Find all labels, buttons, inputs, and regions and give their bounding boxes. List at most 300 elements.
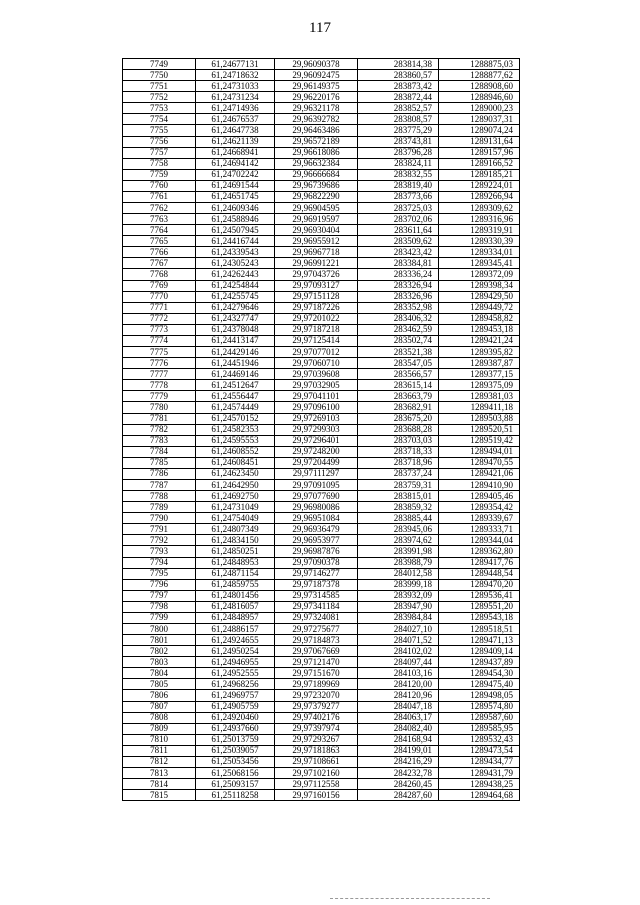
table-row — [123, 623, 520, 634]
table-row — [123, 413, 520, 424]
y-coordinate-cell: 1289395,82 — [439, 347, 520, 358]
point-number-cell: 7770 — [123, 291, 196, 302]
longitude-cell: 29,97096100 — [275, 402, 358, 413]
longitude-cell: 29,97067669 — [275, 646, 358, 657]
x-coordinate-cell: 284120,96 — [358, 690, 439, 701]
y-coordinate-cell: 1289520,51 — [439, 424, 520, 435]
x-coordinate-cell: 283945,06 — [358, 524, 439, 535]
latitude-cell: 61,24691544 — [196, 180, 275, 191]
latitude-cell: 61,24807349 — [196, 524, 275, 535]
x-coordinate-cell: 283743,81 — [358, 136, 439, 147]
point-number-cell: 7778 — [123, 380, 196, 391]
latitude-cell: 61,24969757 — [196, 690, 275, 701]
latitude-cell: 61,24968256 — [196, 679, 275, 690]
longitude-cell: 29,97111297 — [275, 468, 358, 479]
x-coordinate-cell: 284063,17 — [358, 712, 439, 723]
latitude-cell: 61,24714936 — [196, 103, 275, 114]
x-coordinate-cell: 283824,11 — [358, 158, 439, 169]
x-coordinate-cell: 284216,29 — [358, 756, 439, 767]
latitude-cell: 61,24255745 — [196, 291, 275, 302]
point-number-cell: 7774 — [123, 335, 196, 346]
point-number-cell: 7756 — [123, 136, 196, 147]
point-number-cell: 7806 — [123, 690, 196, 701]
x-coordinate-cell: 284103,16 — [358, 668, 439, 679]
point-number-cell: 7772 — [123, 313, 196, 324]
table-row — [123, 369, 520, 380]
table-row — [123, 280, 520, 291]
y-coordinate-cell: 1289157,96 — [439, 147, 520, 158]
point-number-cell: 7800 — [123, 623, 196, 634]
y-coordinate-cell: 1289458,82 — [439, 313, 520, 324]
x-coordinate-cell: 283832,55 — [358, 169, 439, 180]
latitude-cell: 61,24848957 — [196, 612, 275, 623]
longitude-cell: 29,96991221 — [275, 258, 358, 269]
longitude-cell: 29,96321178 — [275, 103, 358, 114]
x-coordinate-cell: 284071,52 — [358, 635, 439, 646]
longitude-cell: 29,96220176 — [275, 92, 358, 103]
y-coordinate-cell: 1289417,76 — [439, 557, 520, 568]
longitude-cell: 29,96092475 — [275, 70, 358, 81]
latitude-cell: 61,24556447 — [196, 391, 275, 402]
latitude-cell: 61,24451946 — [196, 358, 275, 369]
longitude-cell: 29,97269103 — [275, 413, 358, 424]
point-number-cell: 7757 — [123, 147, 196, 158]
latitude-cell: 61,24871154 — [196, 568, 275, 579]
longitude-cell: 29,96951084 — [275, 513, 358, 524]
latitude-cell: 61,24905759 — [196, 701, 275, 712]
point-number-cell: 7787 — [123, 479, 196, 490]
table-row — [123, 269, 520, 280]
x-coordinate-cell: 283815,01 — [358, 491, 439, 502]
longitude-cell: 29,97187378 — [275, 579, 358, 590]
longitude-cell: 29,96904595 — [275, 203, 358, 214]
x-coordinate-cell: 283974,62 — [358, 535, 439, 546]
y-coordinate-cell: 1289224,01 — [439, 180, 520, 191]
y-coordinate-cell: 1288875,03 — [439, 59, 520, 70]
x-coordinate-cell: 283462,59 — [358, 324, 439, 335]
y-coordinate-cell: 1289354,42 — [439, 502, 520, 513]
y-coordinate-cell: 1289421,06 — [439, 468, 520, 479]
latitude-cell: 61,24339543 — [196, 247, 275, 258]
x-coordinate-cell: 283872,44 — [358, 92, 439, 103]
latitude-cell: 61,24676537 — [196, 114, 275, 125]
latitude-cell: 61,24834150 — [196, 535, 275, 546]
y-coordinate-cell: 1289377,15 — [439, 369, 520, 380]
point-number-cell: 7798 — [123, 601, 196, 612]
x-coordinate-cell: 283502,74 — [358, 335, 439, 346]
latitude-cell: 61,24731049 — [196, 502, 275, 513]
point-number-cell: 7766 — [123, 247, 196, 258]
point-number-cell: 7760 — [123, 180, 196, 191]
table-row — [123, 203, 520, 214]
longitude-cell: 29,96632384 — [275, 158, 358, 169]
latitude-cell: 61,24677131 — [196, 59, 275, 70]
x-coordinate-cell: 283984,84 — [358, 612, 439, 623]
point-number-cell: 7779 — [123, 391, 196, 402]
table-row — [123, 358, 520, 369]
table-row — [123, 59, 520, 70]
latitude-cell: 61,24609346 — [196, 203, 275, 214]
y-coordinate-cell: 1289409,14 — [439, 646, 520, 657]
point-number-cell: 7789 — [123, 502, 196, 513]
longitude-cell: 29,97090378 — [275, 557, 358, 568]
x-coordinate-cell: 283702,06 — [358, 214, 439, 225]
longitude-cell: 29,96953977 — [275, 535, 358, 546]
table-row — [123, 590, 520, 601]
x-coordinate-cell: 283406,32 — [358, 313, 439, 324]
y-coordinate-cell: 1289345,41 — [439, 258, 520, 269]
x-coordinate-cell: 284097,44 — [358, 657, 439, 668]
table-row — [123, 302, 520, 313]
point-number-cell: 7754 — [123, 114, 196, 125]
point-number-cell: 7786 — [123, 468, 196, 479]
table-row — [123, 646, 520, 657]
y-coordinate-cell: 1289438,25 — [439, 779, 520, 790]
longitude-cell: 29,97299303 — [275, 424, 358, 435]
longitude-cell: 29,97077690 — [275, 491, 358, 502]
point-number-cell: 7811 — [123, 745, 196, 756]
latitude-cell: 61,24731033 — [196, 81, 275, 92]
latitude-cell: 61,24378048 — [196, 324, 275, 335]
y-coordinate-cell: 1289470,20 — [439, 579, 520, 590]
longitude-cell: 29,97125414 — [275, 335, 358, 346]
y-coordinate-cell: 1289334,01 — [439, 247, 520, 258]
y-coordinate-cell: 1289434,77 — [439, 756, 520, 767]
point-number-cell: 7795 — [123, 568, 196, 579]
point-number-cell: 7755 — [123, 125, 196, 136]
y-coordinate-cell: 1289405,46 — [439, 491, 520, 502]
latitude-cell: 61,24668941 — [196, 147, 275, 158]
table-row — [123, 180, 520, 191]
latitude-cell: 61,25068156 — [196, 768, 275, 779]
point-number-cell: 7792 — [123, 535, 196, 546]
y-coordinate-cell: 1289381,03 — [439, 391, 520, 402]
longitude-cell: 29,97146277 — [275, 568, 358, 579]
table-row — [123, 779, 520, 790]
point-number-cell: 7799 — [123, 612, 196, 623]
latitude-cell: 61,24886157 — [196, 623, 275, 634]
y-coordinate-cell: 1288908,60 — [439, 81, 520, 92]
latitude-cell: 61,24413147 — [196, 335, 275, 346]
y-coordinate-cell: 1289470,55 — [439, 457, 520, 468]
point-number-cell: 7749 — [123, 59, 196, 70]
latitude-cell: 61,24801456 — [196, 590, 275, 601]
longitude-cell: 29,97232070 — [275, 690, 358, 701]
y-coordinate-cell: 1289372,09 — [439, 269, 520, 280]
latitude-cell: 61,24647738 — [196, 125, 275, 136]
latitude-cell: 61,24608552 — [196, 446, 275, 457]
y-coordinate-cell: 1289587,60 — [439, 712, 520, 723]
y-coordinate-cell: 1289585,95 — [439, 723, 520, 734]
longitude-cell: 29,96967718 — [275, 247, 358, 258]
longitude-cell: 29,97204499 — [275, 457, 358, 468]
point-number-cell: 7776 — [123, 358, 196, 369]
table-row — [123, 258, 520, 269]
longitude-cell: 29,97341184 — [275, 601, 358, 612]
longitude-cell: 29,97039608 — [275, 369, 358, 380]
latitude-cell: 61,24305243 — [196, 258, 275, 269]
y-coordinate-cell: 1289421,24 — [439, 335, 520, 346]
point-number-cell: 7788 — [123, 491, 196, 502]
table-row — [123, 424, 520, 435]
x-coordinate-cell: 283947,90 — [358, 601, 439, 612]
point-number-cell: 7803 — [123, 657, 196, 668]
x-coordinate-cell: 283384,81 — [358, 258, 439, 269]
longitude-cell: 29,96930404 — [275, 225, 358, 236]
longitude-cell: 29,96936479 — [275, 524, 358, 535]
y-coordinate-cell: 1289519,42 — [439, 435, 520, 446]
point-number-cell: 7814 — [123, 779, 196, 790]
y-coordinate-cell: 1289398,34 — [439, 280, 520, 291]
latitude-cell: 61,25053456 — [196, 756, 275, 767]
x-coordinate-cell: 283873,42 — [358, 81, 439, 92]
point-number-cell: 7793 — [123, 546, 196, 557]
table-row — [123, 158, 520, 169]
table-row — [123, 125, 520, 136]
table-row — [123, 81, 520, 92]
table-row — [123, 103, 520, 114]
longitude-cell: 29,96392782 — [275, 114, 358, 125]
x-coordinate-cell: 283718,96 — [358, 457, 439, 468]
table-row — [123, 225, 520, 236]
x-coordinate-cell: 283814,38 — [358, 59, 439, 70]
y-coordinate-cell: 1289330,39 — [439, 236, 520, 247]
x-coordinate-cell: 283509,62 — [358, 236, 439, 247]
point-number-cell: 7780 — [123, 402, 196, 413]
x-coordinate-cell: 283796,28 — [358, 147, 439, 158]
longitude-cell: 29,97187218 — [275, 324, 358, 335]
latitude-cell: 61,24608451 — [196, 457, 275, 468]
x-coordinate-cell: 283999,18 — [358, 579, 439, 590]
x-coordinate-cell: 283775,29 — [358, 125, 439, 136]
point-number-cell: 7762 — [123, 203, 196, 214]
y-coordinate-cell: 1289000,23 — [439, 103, 520, 114]
x-coordinate-cell: 283991,98 — [358, 546, 439, 557]
table-row — [123, 313, 520, 324]
table-row — [123, 391, 520, 402]
x-coordinate-cell: 284287,60 — [358, 790, 439, 801]
latitude-cell: 61,24754049 — [196, 513, 275, 524]
latitude-cell: 61,24920460 — [196, 712, 275, 723]
x-coordinate-cell: 284232,78 — [358, 768, 439, 779]
table-row — [123, 635, 520, 646]
latitude-cell: 61,25013759 — [196, 734, 275, 745]
y-coordinate-cell: 1289316,96 — [439, 214, 520, 225]
y-coordinate-cell: 1289475,40 — [439, 679, 520, 690]
latitude-cell: 61,24924655 — [196, 635, 275, 646]
point-number-cell: 7807 — [123, 701, 196, 712]
table-row — [123, 524, 520, 535]
y-coordinate-cell: 1289498,05 — [439, 690, 520, 701]
latitude-cell: 61,24718632 — [196, 70, 275, 81]
x-coordinate-cell: 283611,64 — [358, 225, 439, 236]
latitude-cell: 61,24621139 — [196, 136, 275, 147]
latitude-cell: 61,24651745 — [196, 191, 275, 202]
longitude-cell: 29,97402176 — [275, 712, 358, 723]
table-row — [123, 214, 520, 225]
longitude-cell: 29,97091095 — [275, 479, 358, 490]
latitude-cell: 61,24848953 — [196, 557, 275, 568]
y-coordinate-cell: 1289375,09 — [439, 380, 520, 391]
latitude-cell: 61,24816057 — [196, 601, 275, 612]
y-coordinate-cell: 1289319,91 — [439, 225, 520, 236]
table-row — [123, 535, 520, 546]
latitude-cell: 61,24279646 — [196, 302, 275, 313]
x-coordinate-cell: 283819,40 — [358, 180, 439, 191]
longitude-cell: 29,96739686 — [275, 180, 358, 191]
point-number-cell: 7771 — [123, 302, 196, 313]
longitude-cell: 29,96149375 — [275, 81, 358, 92]
latitude-cell: 61,24512647 — [196, 380, 275, 391]
point-number-cell: 7804 — [123, 668, 196, 679]
table-row — [123, 502, 520, 513]
point-number-cell: 7777 — [123, 369, 196, 380]
longitude-cell: 29,97160156 — [275, 790, 358, 801]
longitude-cell: 29,97151670 — [275, 668, 358, 679]
y-coordinate-cell: 1289166,52 — [439, 158, 520, 169]
latitude-cell: 61,24588946 — [196, 214, 275, 225]
x-coordinate-cell: 283423,42 — [358, 247, 439, 258]
latitude-cell: 61,24416744 — [196, 236, 275, 247]
point-number-cell: 7763 — [123, 214, 196, 225]
y-coordinate-cell: 1289503,88 — [439, 413, 520, 424]
longitude-cell: 29,97112558 — [275, 779, 358, 790]
x-coordinate-cell: 283885,44 — [358, 513, 439, 524]
x-coordinate-cell: 283675,20 — [358, 413, 439, 424]
point-number-cell: 7815 — [123, 790, 196, 801]
y-coordinate-cell: 1289074,24 — [439, 125, 520, 136]
latitude-cell: 61,24507945 — [196, 225, 275, 236]
point-number-cell: 7750 — [123, 70, 196, 81]
table-row — [123, 479, 520, 490]
table-row — [123, 236, 520, 247]
latitude-cell: 61,24623450 — [196, 468, 275, 479]
y-coordinate-cell: 1289536,41 — [439, 590, 520, 601]
x-coordinate-cell: 284168,94 — [358, 734, 439, 745]
longitude-cell: 29,97379277 — [275, 701, 358, 712]
y-coordinate-cell: 1289037,31 — [439, 114, 520, 125]
table-row — [123, 191, 520, 202]
longitude-cell: 29,97181863 — [275, 745, 358, 756]
longitude-cell: 29,97184873 — [275, 635, 358, 646]
latitude-cell: 61,24327747 — [196, 313, 275, 324]
point-number-cell: 7758 — [123, 158, 196, 169]
point-number-cell: 7812 — [123, 756, 196, 767]
longitude-cell: 29,97032905 — [275, 380, 358, 391]
y-coordinate-cell: 1289339,67 — [439, 513, 520, 524]
longitude-cell: 29,97043726 — [275, 269, 358, 280]
table-row — [123, 468, 520, 479]
point-number-cell: 7808 — [123, 712, 196, 723]
x-coordinate-cell: 284082,40 — [358, 723, 439, 734]
x-coordinate-cell: 283759,31 — [358, 479, 439, 490]
x-coordinate-cell: 283773,66 — [358, 191, 439, 202]
latitude-cell: 61,24692750 — [196, 491, 275, 502]
point-number-cell: 7791 — [123, 524, 196, 535]
x-coordinate-cell: 283852,57 — [358, 103, 439, 114]
x-coordinate-cell: 283682,91 — [358, 402, 439, 413]
table-row — [123, 491, 520, 502]
latitude-cell: 61,24262443 — [196, 269, 275, 280]
y-coordinate-cell: 1289532,43 — [439, 734, 520, 745]
latitude-cell: 61,24429146 — [196, 347, 275, 358]
x-coordinate-cell: 283352,98 — [358, 302, 439, 313]
latitude-cell: 61,24469146 — [196, 369, 275, 380]
table-row — [123, 247, 520, 258]
table-row — [123, 768, 520, 779]
y-coordinate-cell: 1289309,62 — [439, 203, 520, 214]
y-coordinate-cell: 1289344,04 — [439, 535, 520, 546]
longitude-cell: 29,96463486 — [275, 125, 358, 136]
x-coordinate-cell: 284199,01 — [358, 745, 439, 756]
table-row — [123, 712, 520, 723]
longitude-cell: 29,96955912 — [275, 236, 358, 247]
point-number-cell: 7761 — [123, 191, 196, 202]
longitude-cell: 29,96822290 — [275, 191, 358, 202]
table-row — [123, 734, 520, 745]
table-body — [123, 59, 520, 801]
point-number-cell: 7752 — [123, 92, 196, 103]
table-row — [123, 546, 520, 557]
latitude-cell: 61,24950254 — [196, 646, 275, 657]
point-number-cell: 7805 — [123, 679, 196, 690]
table-row — [123, 347, 520, 358]
table-row — [123, 579, 520, 590]
x-coordinate-cell: 283521,38 — [358, 347, 439, 358]
x-coordinate-cell: 283336,24 — [358, 269, 439, 280]
point-number-cell: 7775 — [123, 347, 196, 358]
table-row — [123, 291, 520, 302]
table-row — [123, 679, 520, 690]
table-row — [123, 136, 520, 147]
latitude-cell: 61,24595553 — [196, 435, 275, 446]
x-coordinate-cell: 283566,57 — [358, 369, 439, 380]
x-coordinate-cell: 283718,33 — [358, 446, 439, 457]
latitude-cell: 61,24254844 — [196, 280, 275, 291]
x-coordinate-cell: 284047,18 — [358, 701, 439, 712]
point-number-cell: 7764 — [123, 225, 196, 236]
point-number-cell: 7785 — [123, 457, 196, 468]
y-coordinate-cell: 1289429,50 — [439, 291, 520, 302]
longitude-cell: 29,97151128 — [275, 291, 358, 302]
table-row — [123, 169, 520, 180]
table-row — [123, 70, 520, 81]
point-number-cell: 7753 — [123, 103, 196, 114]
point-number-cell: 7767 — [123, 258, 196, 269]
page-number: 117 — [309, 20, 331, 36]
point-number-cell: 7790 — [123, 513, 196, 524]
longitude-cell: 29,97077012 — [275, 347, 358, 358]
longitude-cell: 29,97102160 — [275, 768, 358, 779]
y-coordinate-cell: 1289387,87 — [439, 358, 520, 369]
longitude-cell: 29,97189969 — [275, 679, 358, 690]
x-coordinate-cell: 283725,03 — [358, 203, 439, 214]
x-coordinate-cell: 283326,94 — [358, 280, 439, 291]
table-row — [123, 92, 520, 103]
y-coordinate-cell: 1289453,18 — [439, 324, 520, 335]
latitude-cell: 61,24642950 — [196, 479, 275, 490]
latitude-cell: 61,24731234 — [196, 92, 275, 103]
point-number-cell: 7765 — [123, 236, 196, 247]
point-number-cell: 7773 — [123, 324, 196, 335]
y-coordinate-cell: 1289551,20 — [439, 601, 520, 612]
longitude-cell: 29,97314585 — [275, 590, 358, 601]
longitude-cell: 29,97041101 — [275, 391, 358, 402]
table-row — [123, 446, 520, 457]
longitude-cell: 29,97093127 — [275, 280, 358, 291]
x-coordinate-cell: 284012,58 — [358, 568, 439, 579]
table-row — [123, 657, 520, 668]
